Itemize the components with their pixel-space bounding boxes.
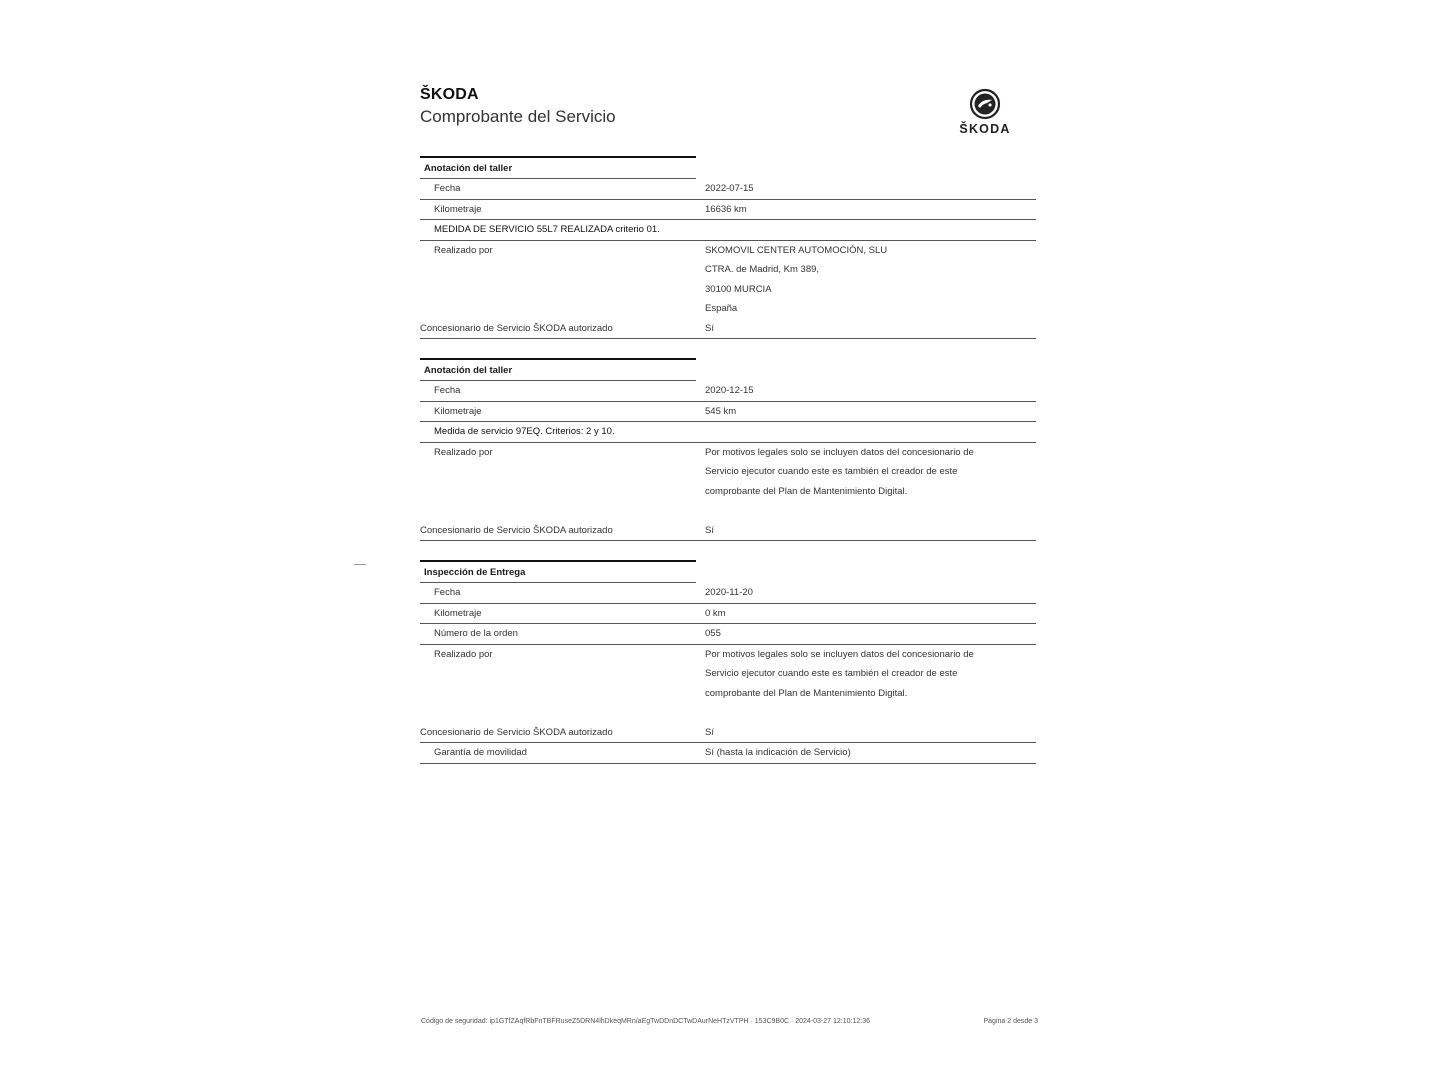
- realizado-line: Servicio ejecutor cuando este es también el creador de este: [705, 668, 958, 679]
- delivery-inspection: [420, 560, 1036, 764]
- realizado-line: Servicio ejecutor cuando este es también el creador de este: [705, 466, 958, 477]
- row-kilometraje: [420, 200, 1036, 221]
- concesionario-row: [420, 521, 1036, 541]
- realizado-line: comprobante del Plan de Mantenimiento Digital.: [705, 687, 908, 699]
- row-fecha: [420, 179, 1036, 200]
- row-realizado: [420, 241, 1036, 340]
- spacer: [705, 501, 1036, 521]
- concesionario-label: Concesionario de Servicio ŠKODA autorizado: [420, 726, 613, 738]
- concesionario-value: Sí: [705, 524, 714, 536]
- service-note: Medida de servicio 97EQ. Criterios: 2 y 10.: [434, 426, 615, 437]
- spacer: [705, 703, 1036, 723]
- service-entry-2: [420, 358, 1036, 541]
- fecha-label: Fecha: [434, 385, 461, 396]
- garantia-label: Garantía de movilidad: [434, 747, 527, 758]
- km-value: 545 km: [705, 405, 737, 417]
- section-heading: Inspección de Entrega: [420, 560, 696, 583]
- concesionario-label: Concesionario de Servicio ŠKODA autorizado: [420, 524, 613, 536]
- realizado-line: 30100 MURCIA: [705, 283, 772, 295]
- realizado-label: Realizado por: [434, 446, 493, 458]
- skoda-winged-arrow-icon: [969, 88, 1001, 120]
- km-label: Kilometraje: [434, 203, 482, 215]
- row-garantia: [420, 743, 1036, 764]
- service-entry-1: [420, 156, 1036, 339]
- skoda-logo: [950, 88, 1020, 136]
- concesionario-row: [420, 319, 1036, 339]
- km-value: 0 km: [705, 607, 726, 619]
- km-label: Kilometraje: [434, 405, 482, 417]
- realizado-line: comprobante del Plan de Mantenimiento Digital.: [705, 485, 908, 497]
- stray-mark: [354, 564, 366, 565]
- page-footer: [421, 1018, 1038, 1025]
- km-value: 16636 km: [705, 203, 747, 215]
- row-kilometraje: [420, 402, 1036, 423]
- row-orden: [420, 624, 1036, 645]
- realizado-line: CTRA. de Madrid, Km 389,: [705, 264, 820, 275]
- realizado-label: Realizado por: [434, 648, 493, 660]
- row-service-note: [420, 220, 1036, 241]
- realizado-line: Por motivos legales solo se incluyen datos del concesionario de: [705, 446, 974, 458]
- row-realizado: [420, 645, 1036, 744]
- fecha-label: Fecha: [434, 183, 461, 194]
- service-document-page: [420, 86, 1038, 1036]
- row-kilometraje: [420, 604, 1036, 625]
- realizado-label: Realizado por: [434, 244, 493, 256]
- concesionario-label: Concesionario de Servicio ŠKODA autorizado: [420, 322, 613, 334]
- brand-name: ŠKODA: [420, 86, 479, 103]
- fecha-value: 2020-12-15: [705, 385, 754, 396]
- row-fecha: [420, 583, 1036, 604]
- section-heading: Anotación del taller: [420, 358, 696, 381]
- fecha-label: Fecha: [434, 587, 461, 598]
- orden-label: Número de la orden: [434, 628, 518, 639]
- row-service-note: [420, 422, 1036, 443]
- concesionario-value: Sí: [705, 322, 714, 334]
- km-label: Kilometraje: [434, 607, 482, 619]
- section-heading: Anotación del taller: [420, 156, 696, 179]
- page-number: Página 2 desde 3: [983, 1018, 1038, 1025]
- security-code: Código de seguridad: ip1GTfZAqfRbFnTBFRuseZ5DRN4lhDkeqMRn/aEgTwDDnDCTwDAurNeHTzVTPH · 153C9B0C · 2024-03-27 12:10:12:36: [421, 1018, 870, 1025]
- fecha-value: 2020-11-20: [705, 587, 753, 598]
- realizado-line: España: [705, 303, 738, 314]
- concesionario-row: [420, 723, 1036, 743]
- logo-wordmark: ŠKODA: [959, 122, 1011, 136]
- service-note: MEDIDA DE SERVICIO 55L7 REALIZADA criterio 01.: [434, 224, 660, 235]
- orden-value: 055: [705, 628, 721, 639]
- concesionario-value: Sí: [705, 726, 714, 738]
- row-fecha: [420, 381, 1036, 402]
- realizado-line: SKOMOVIL CENTER AUTOMOCIÓN, SLU: [705, 244, 888, 256]
- garantia-value: Sí (hasta la indicación de Servicio): [705, 747, 851, 758]
- row-realizado: [420, 443, 1036, 542]
- realizado-line: Por motivos legales solo se incluyen datos del concesionario de: [705, 648, 974, 660]
- document-header: [420, 86, 1038, 136]
- page-title: Comprobante del Servicio: [420, 107, 616, 126]
- fecha-value: 2022-07-15: [705, 183, 754, 194]
